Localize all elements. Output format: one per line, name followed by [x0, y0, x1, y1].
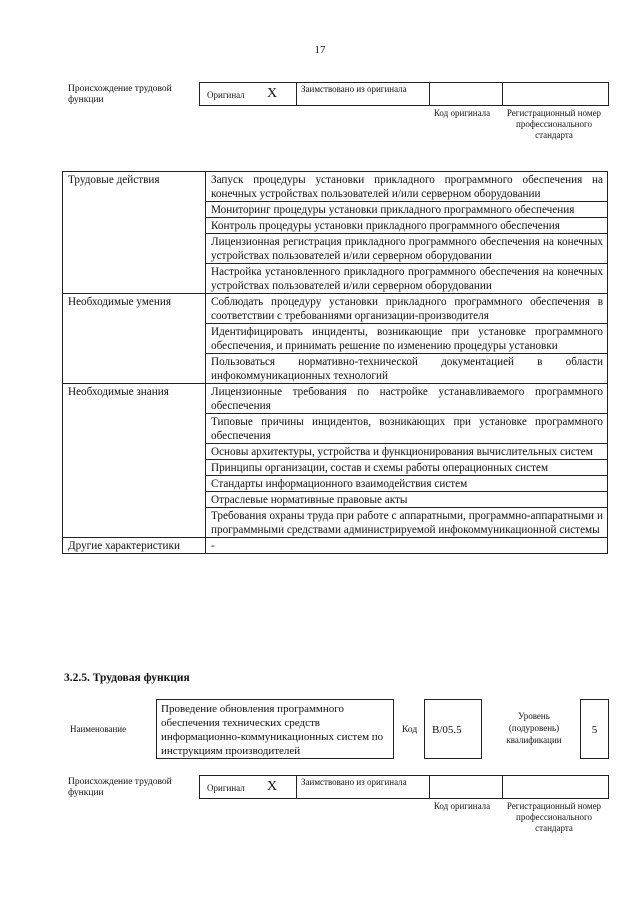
original-cell [200, 83, 297, 105]
origin-table [199, 775, 609, 799]
row-item: Типовые причины инцидентов, возникающих при установке программного обеспечения [206, 414, 608, 444]
origin-label: Происхождение трудовой функции [68, 777, 172, 798]
row-item: Идентифицировать инциденты, возникающие при установке программного обеспечения, и принимать решение по изменению процедуры установки [206, 324, 608, 354]
level-value: 5 [580, 699, 609, 759]
reg-caption: Регистрационный номер профессионального стандарта [506, 108, 602, 140]
row-item: Отраслевые нормативные правовые акты [206, 492, 608, 508]
row-item: - [206, 538, 608, 554]
code-caption: Код оригинала [433, 801, 491, 811]
original-cell [200, 776, 297, 798]
row-heading: Другие характеристики [63, 538, 206, 554]
name-label: Наименование [70, 724, 127, 734]
labor-function-table [62, 171, 608, 554]
borrowed-cell [297, 776, 430, 798]
origin-label: Происхождение трудовой функции [68, 84, 172, 105]
row-item: Запуск процедуры установки прикладного программного обеспечения на конечных устройствах пользователей и/или серверном оборудовании [206, 172, 608, 202]
borrowed-label: Заимствовано из оригинала [301, 84, 407, 94]
page-number: 17 [314, 44, 326, 56]
original-label: Оригинал [207, 90, 245, 100]
row-heading: Необходимые умения [63, 294, 206, 384]
section-title: 3.2.5. Трудовая функция [64, 672, 190, 684]
code-label: Код [402, 725, 418, 735]
row-item: Лицензионные требования по настройке устанавливаемого программного обеспечения [206, 384, 608, 414]
level-label: Уровень (подуровень) квалификации [506, 711, 562, 745]
code-value: B/05.5 [424, 699, 482, 759]
table-row [63, 172, 608, 202]
code-caption: Код оригинала [433, 108, 491, 118]
row-item: Лицензионная регистрация прикладного программного обеспечения на конечных устройствах пользователей и/или серверном оборудовании [206, 234, 608, 264]
row-item: Контроль процедуры установки прикладного программного обеспечения [206, 218, 608, 234]
table-row [63, 384, 608, 414]
original-label: Оригинал [207, 783, 245, 793]
original-mark: X [267, 86, 278, 101]
code-cell [430, 83, 503, 105]
original-mark: X [267, 779, 278, 794]
name-value: Проведение обновления программного обеспечения технических средств информационно-коммуникационных систем по инструкциям производителей [156, 699, 394, 759]
row-heading: Необходимые знания [63, 384, 206, 538]
reg-caption: Регистрационный номер профессионального стандарта [506, 801, 602, 833]
row-item: Пользоваться нормативно-технической документацией в области инфокоммуникационных технологий [206, 354, 608, 384]
row-item: Принципы организации, состав и схемы работы операционных систем [206, 460, 608, 476]
code-cell [430, 776, 503, 798]
row-item: Соблюдать процедуру установки прикладного программного обеспечения в соответствии с требованиями организации-производителя [206, 294, 608, 324]
row-heading: Трудовые действия [63, 172, 206, 294]
table-row [63, 538, 608, 554]
row-item: Настройка установленного прикладного программного обеспечения на конечных устройствах пользователей и/или серверном оборудовании [206, 264, 608, 294]
origin-table [199, 82, 609, 106]
table-row [63, 294, 608, 324]
borrowed-cell [297, 83, 430, 105]
borrowed-label: Заимствовано из оригинала [301, 777, 407, 787]
row-item: Основы архитектуры, устройства и функционирования вычислительных систем [206, 444, 608, 460]
row-item: Мониторинг процедуры установки прикладного программного обеспечения [206, 202, 608, 218]
row-item: Стандарты информационного взаимодействия систем [206, 476, 608, 492]
row-item: Требования охраны труда при работе с аппаратными, программно-аппаратными и программными средствами администрируемой инфокоммуникационной системы [206, 508, 608, 538]
